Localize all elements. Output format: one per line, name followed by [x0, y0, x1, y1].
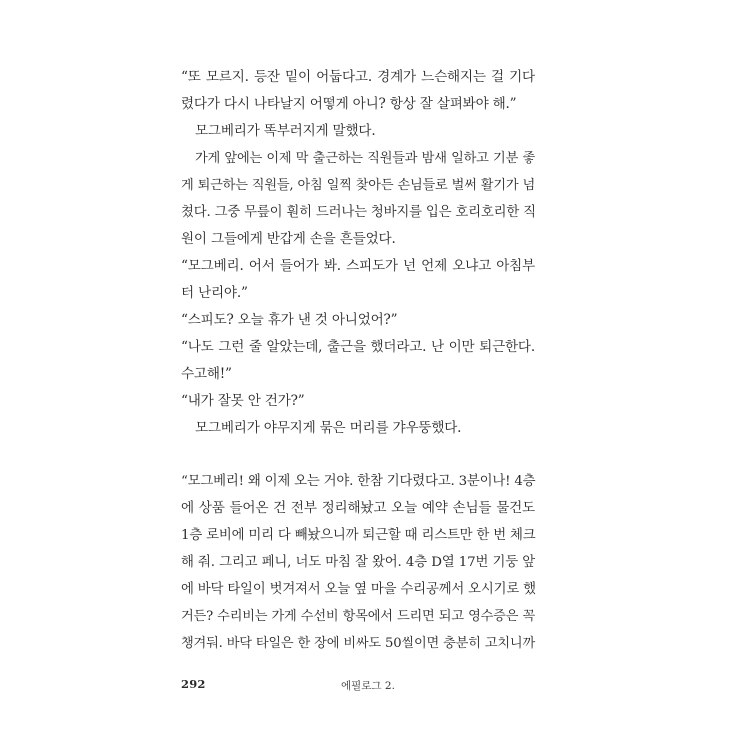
text-line: 에 바닥 타일이 벗겨져서 오늘 옆 마을 수리공께서 오시기로 했	[181, 582, 536, 597]
text-line: 모그베리가 야무지게 묶은 머리를 갸우뚱했다.	[195, 420, 462, 436]
text-line: “스피도? 오늘 휴가 낸 것 아니었어?”	[181, 312, 398, 328]
paragraph-2	[181, 118, 535, 145]
paragraph-4	[181, 253, 535, 307]
text-line: 쳤다. 그중 무릎이 훤히 드러나는 청바지를 입은 호리호리한 직	[181, 205, 536, 220]
scene-break	[181, 442, 535, 468]
text-line: “모그베리! 왜 이제 오는 거야. 한참 기다렸다고. 3분이나! 4층	[181, 474, 536, 489]
page-number: 292	[181, 677, 206, 691]
text-line: 수고해!”	[181, 366, 232, 382]
text-line: 1층 로비에 미리 다 빼놨으니까 퇴근할 때 리스트만 한 번 체크	[181, 528, 536, 543]
text-line: 터 난리야.”	[181, 285, 248, 301]
text-line: 가게 앞에는 이제 막 출근하는 직원들과 밤새 일하고 기분 좋	[195, 151, 535, 166]
text-line: 거든? 수리비는 가게 수선비 항목에서 드리면 되고 영수증은 꼭	[181, 609, 535, 624]
text-line: 해 줘. 그리고 페니, 너도 마침 잘 왔어. 4층 D열 17번 기둥 앞	[181, 555, 535, 570]
text-line: 게 퇴근하는 직원들, 아침 일찍 찾아든 손님들로 벌써 활기가 넘	[181, 178, 535, 193]
paragraph-9	[181, 468, 535, 657]
text-line: 원이 그들에게 반갑게 손을 흔들었다.	[181, 231, 396, 247]
text-line: 챙겨둬. 바닥 타일은 한 장에 비싸도 50씰이면 충분히 고치니까	[181, 636, 535, 651]
paragraph-8	[181, 415, 535, 442]
page-footer	[181, 677, 535, 697]
text-line: “나도 그런 줄 알았는데, 출근을 했더라고. 난 이만 퇴근한다.	[181, 339, 535, 355]
text-line: “모그베리. 어서 들어가 봐. 스피도가 넌 언제 오냐고 아침부	[181, 258, 535, 274]
text-line: “또 모르지. 등잔 밑이 어둡다고. 경계가 느슨해지는 걸 기다	[181, 69, 535, 85]
text-line: “내가 잘못 안 건가?”	[181, 393, 305, 409]
body-text	[181, 64, 535, 657]
paragraph-6	[181, 334, 535, 388]
paragraph-5	[181, 307, 535, 334]
running-title: 에필로그 2.	[341, 680, 395, 692]
text-line: 렸다가 다시 나타날지 어떻게 아니? 항상 잘 살펴봐야 해.”	[181, 96, 517, 112]
paragraph-3	[181, 145, 535, 253]
text-line: 모그베리가 똑부러지게 말했다.	[195, 123, 376, 139]
paragraph-7	[181, 388, 535, 415]
text-line: 에 상품 들어온 건 전부 정리해놨고 오늘 예약 손님들 물건도	[181, 500, 535, 516]
paragraph-1	[181, 64, 535, 118]
